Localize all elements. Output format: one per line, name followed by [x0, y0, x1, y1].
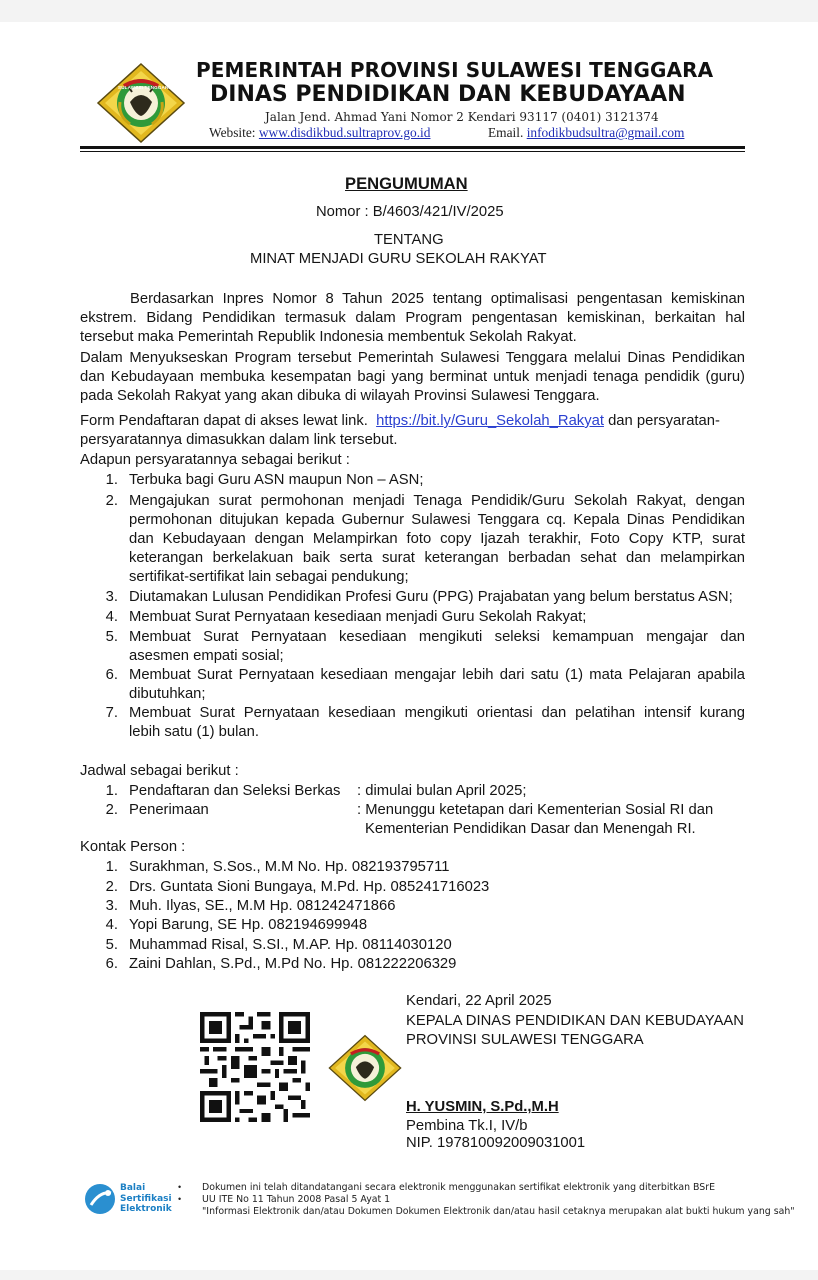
bullet-icon: • — [178, 1182, 182, 1192]
list-item: permohonan ditujukan kepada Gubernur Sulawesi Tenggara cq. Kepala Dinas Pendidikan — [129, 512, 745, 528]
footer-note: "Informasi Elektronik dan/atau Dokumen Dokumen Elektronik dan/atau hasil cetaknya merupakan alat bukti hukum yang sah" — [202, 1206, 795, 1217]
list-number: 1. — [105, 472, 118, 488]
signature-position: PROVINSI SULAWESI TENGGARA — [406, 1032, 644, 1048]
website-line — [209, 125, 430, 141]
list-number: 3. — [105, 898, 118, 914]
paragraph-line: Dalam Menyukseskan Program tersebut Pemerintah Sulawesi Tenggara melalui Dinas Pendidikan — [80, 350, 745, 366]
contacts-intro: Kontak Person : — [80, 839, 186, 855]
list-number: 5. — [105, 629, 118, 645]
contact-item: Zaini Dahlan, S.Pd., M.Pd No. Hp. 081222206329 — [129, 956, 457, 972]
list-number: 7. — [105, 705, 118, 721]
signatory-name: H. YUSMIN, S.Pd.,M.H — [406, 1099, 559, 1115]
website-label: Website: — [209, 125, 256, 140]
document-page — [0, 22, 818, 1270]
requirements-intro: Adapun persyaratannya sebagai berikut : — [80, 452, 350, 468]
announcement-about: TENTANG — [374, 232, 444, 248]
paragraph-line: dan Kebudayaan membuka kesempatan bagi yang berminat untuk menjadi tenaga pendidik (guru) — [80, 369, 745, 385]
paragraph-line: Berdasarkan Inpres Nomor 8 Tahun 2025 tentang optimalisasi pengentasan kemiskinan — [130, 291, 745, 307]
contact-item: Muh. Ilyas, SE., M.M Hp. 081242471866 — [129, 898, 396, 914]
header-divider-thick — [80, 146, 745, 149]
bsre-logo-icon — [84, 1183, 118, 1215]
header-divider-thin — [80, 151, 745, 152]
registration-suffix: dan persyaratan- — [608, 413, 720, 429]
list-item: Mengajukan surat permohonan menjadi Tenaga Pendidik/Guru Sekolah Rakyat, dengan — [129, 493, 745, 509]
department-name: DINAS PENDIDIKAN DAN KEBUDAYAAN — [210, 82, 686, 107]
announcement-number: Nomor : B/4603/421/IV/2025 — [316, 204, 504, 220]
list-item: lebih satu (1) bulan. — [129, 724, 259, 740]
list-item: Membuat Surat Pernyataan kesediaan mengikuti orientasi dan pelatihan intensif kurang — [129, 705, 745, 721]
schedule-value: Kementerian Pendidikan Dasar dan Menengah RI. — [365, 821, 696, 837]
schedule-value: : Menunggu ketetapan dari Kementerian Sosial RI dan — [357, 802, 714, 818]
signature-place-date: Kendari, 22 April 2025 — [406, 993, 552, 1009]
signature-seal-icon — [326, 1030, 404, 1106]
signature-position: KEPALA DINAS PENDIDIKAN DAN KEBUDAYAAN — [406, 1013, 744, 1029]
schedule-label: Penerimaan — [129, 802, 209, 818]
registration-line — [80, 412, 720, 431]
list-item: asesmen empati sosial; — [129, 648, 284, 664]
bsre-label: Balai Sertifikasi Elektronik — [120, 1183, 172, 1214]
bullet-icon: • — [178, 1194, 182, 1204]
footer-note: UU ITE No 11 Tahun 2008 Pasal 5 Ayat 1 — [202, 1194, 391, 1205]
list-item: Membuat Surat Pernyataan kesediaan mengikuti seleksi kemampuan mengajar dan — [129, 629, 745, 645]
paragraph-line: tersebut maka Pemerintah Republik Indonesia membentuk Sekolah Rakyat. — [80, 329, 577, 345]
qr-code-icon — [200, 1012, 310, 1122]
government-name: PEMERINTAH PROVINSI SULAWESI TENGGARA — [196, 58, 714, 82]
list-item: dan Kebudayaan dengan Melampirkan foto copy Ijazah terakhir, Foto Copy KTP, surat — [129, 531, 745, 547]
list-number: 6. — [105, 667, 118, 683]
contact-item: Muhammad Risal, S.SI., M.AP. Hp. 08114030120 — [129, 937, 452, 953]
registration-form-link[interactable]: https://bit.ly/Guru_Sekolah_Rakyat — [376, 413, 604, 429]
list-item: keterangan berkelakuan baik serta surat keterangan berbadan sehat dan melampirkan — [129, 550, 745, 566]
list-item: sertifikat-sertifikat lain sebagai pendukung; — [129, 569, 409, 585]
contact-item: Surakhman, S.Sos., M.M No. Hp. 082193795711 — [129, 859, 450, 875]
paragraph-line: persyaratannya dimasukkan dalam link tersebut. — [80, 432, 398, 448]
schedule-intro: Jadwal sebagai berikut : — [80, 763, 239, 779]
contact-item: Drs. Guntata Sioni Bungaya, M.Pd. Hp. 085241716023 — [129, 879, 490, 895]
list-number: 4. — [105, 609, 118, 625]
contact-item: Yopi Barung, SE Hp. 082194699948 — [129, 917, 368, 933]
signatory-rank: Pembina Tk.I, IV/b — [406, 1118, 528, 1134]
announcement-title: PENGUMUMAN — [345, 174, 468, 193]
paragraph-line: ekstrem. Bidang Pendidikan termasuk dalam Program pengentasan kemiskinan, berkaitan hal — [80, 310, 745, 326]
email-label: Email. — [488, 125, 524, 140]
announcement-subject: MINAT MENJADI GURU SEKOLAH RAKYAT — [250, 251, 547, 267]
list-item: dibutuhkan; — [129, 686, 206, 702]
email-link[interactable]: infodikbudsultra@gmail.com — [526, 125, 685, 140]
seal-inscription: SULAWESI TENGGARA — [118, 85, 172, 90]
schedule-label: Pendaftaran dan Seleksi Berkas — [129, 783, 341, 799]
email-line — [488, 125, 684, 141]
list-item: Membuat Surat Pernyataan kesediaan mengajar lebih dari satu (1) mata Pelajaran apabila — [129, 667, 745, 683]
footer-note: Dokumen ini telah ditandatangani secara elektronik menggunakan sertifikat elektronik yang diterbitkan BSrE — [202, 1182, 716, 1193]
signatory-nip: NIP. 197810092009031001 — [406, 1135, 586, 1151]
paragraph-line: pada Sekolah Rakyat yang akan dibuka di wilayah Provinsi Sulawesi Tenggara. — [80, 388, 600, 404]
list-number: 1. — [105, 859, 118, 875]
list-item: Diutamakan Lulusan Pendidikan Profesi Guru (PPG) Prajabatan yang belum berstatus ASN; — [129, 589, 733, 605]
list-number: 6. — [105, 956, 118, 972]
province-seal-icon — [94, 62, 188, 144]
list-item: Membuat Surat Pernyataan kesediaan menjadi Guru Sekolah Rakyat; — [129, 609, 587, 625]
list-number: 1. — [105, 783, 118, 799]
list-number: 2. — [105, 802, 118, 818]
schedule-value: : dimulai bulan April 2025; — [357, 783, 527, 799]
office-address: Jalan Jend. Ahmad Yani Nomor 2 Kendari 93117 (0401) 3121374 — [265, 110, 659, 124]
list-number: 5. — [105, 937, 118, 953]
website-link[interactable]: www.disdikbud.sultraprov.go.id — [258, 125, 431, 140]
list-number: 2. — [105, 879, 118, 895]
list-number: 2. — [105, 493, 118, 509]
list-number: 3. — [105, 589, 118, 605]
list-item: Terbuka bagi Guru ASN maupun Non – ASN; — [129, 472, 424, 488]
registration-prefix: Form Pendaftaran dapat di akses lewat link. — [80, 413, 368, 429]
list-number: 4. — [105, 917, 118, 933]
